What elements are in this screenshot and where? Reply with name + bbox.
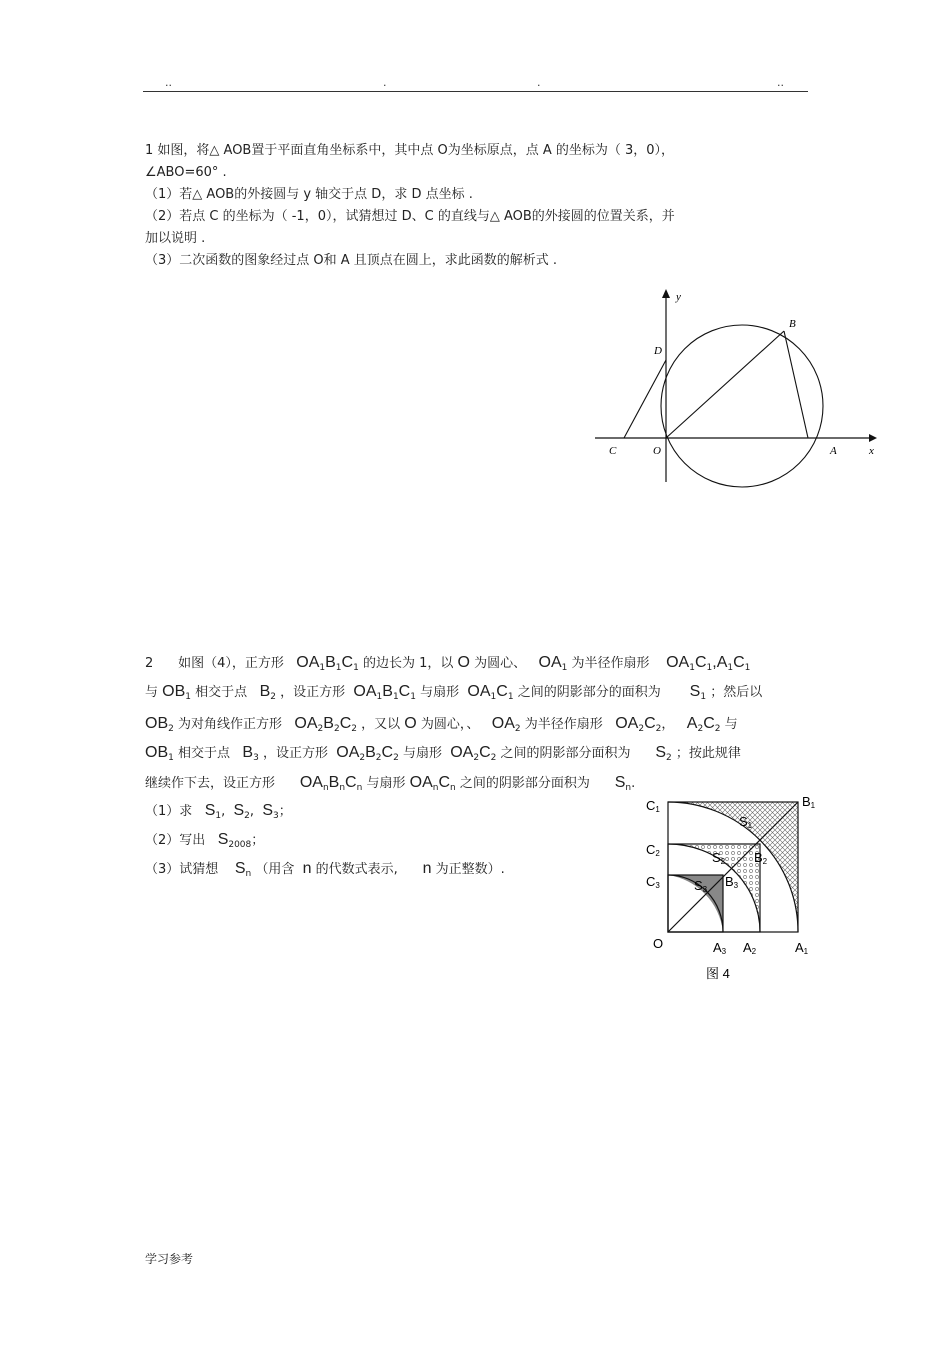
math: OA [296,654,320,671]
math: S [217,831,229,848]
sub: 2 [393,753,399,763]
sub: 1 [185,692,192,702]
math: O [404,715,417,732]
text: 为圆心，、 [420,717,480,732]
text: 相交于点 [178,746,231,761]
text: 与扇形 [420,685,460,700]
math: S [204,802,216,819]
math: OA [491,715,515,732]
math: C [694,654,707,671]
sub: 1 [700,692,707,702]
label-A2: A2 [743,940,757,956]
text: 为对角线作正方形 [178,717,283,732]
text: , [221,804,226,819]
text: . [631,776,636,791]
sub: n [245,869,252,879]
problem-1-line-4: （2）若点 C 的坐标为（ -1，0），试猜想过 D、C 的直线与△ AOB的外接圆的位置关系，并 [145,209,675,224]
label-B: B [789,318,796,330]
text: 的代数式表示, [315,862,398,877]
problem-1-line-3: （1）若△ AOB的外接圆与 y 轴交于点 D，求 D 点坐标 . [145,187,473,202]
math: n [302,860,312,877]
math: C [703,715,715,732]
sub: 1 [376,692,383,702]
text: 与 [724,717,738,732]
text: 的边长为 1，以 [362,656,454,671]
math: OA [409,774,433,791]
header-mark-3: . [537,76,541,89]
math: S [234,860,246,877]
math: OA [294,715,318,732]
problem-2-line-4 [145,742,741,763]
problem-2-question-1 [145,800,292,821]
text: ； [251,833,265,848]
sub: n [432,783,439,793]
math: C [733,654,745,671]
text: 之间的阴影部分的面积为 [517,685,661,700]
math: C [496,683,508,700]
sub: n [339,783,346,793]
math: C [341,654,354,671]
sub: 3 [253,753,259,763]
text: ，设正方形 [262,746,328,761]
sub: n [322,783,329,793]
math: C [644,715,656,732]
math: B [365,744,376,761]
circumscribed-circle [661,325,823,487]
header-mark-4: .. [777,76,784,89]
sub: 1 [706,663,713,673]
text: ； [278,804,292,819]
problem-1-line-2: ∠ABO=60° . [145,165,227,180]
label-S1: S1 [739,814,753,830]
math: B [382,683,393,700]
label-A: A [830,445,837,457]
sub: 1 [744,663,751,673]
segment-OB [666,331,784,438]
line-CD [624,360,666,438]
sub: 1 [689,663,695,673]
x-axis-arrow [869,434,877,442]
problem-2-line-2 [145,681,762,702]
math: OA [538,654,562,671]
math: C [438,774,451,791]
sub: 3 [272,811,279,821]
sub: n [450,783,456,793]
text: 如图（4），正方形 [178,656,284,671]
y-axis-arrow [662,289,670,298]
text: ；然后以 [710,685,763,700]
sub: 2 [666,753,672,763]
sub: 1 [410,692,416,702]
sub: 2 [375,753,382,763]
text: 与 [145,685,159,700]
sub: 1 [353,663,359,673]
label-C1: C1 [646,798,660,814]
label-O: O [653,936,664,951]
label-B2: B2 [754,850,768,866]
text: 为正整数）. [435,862,505,877]
sub: 1 [490,692,497,702]
text: 继续作下去，设正方形 [145,776,276,791]
sub: 2 [317,724,324,734]
sub: 1 [215,811,222,821]
math: , [712,654,717,671]
math: B [325,654,336,671]
problem-2-line-5 [145,772,635,793]
problem-1-line-1: 1 如图，将△ AOB置于平面直角坐标系中，其中点 O为坐标原点，点 A 的坐标为（ 3，0）， [145,143,675,158]
math: OA [353,683,377,700]
math: C [339,715,352,732]
sub: 1 [319,663,326,673]
label-O: O [653,445,661,457]
math: S [233,802,245,819]
math: OA [615,715,639,732]
math: OA [666,654,690,671]
sub: 2 [514,724,521,734]
sub: 1 [168,753,174,763]
label-A1: A1 [795,940,809,956]
text: 与扇形 [366,776,406,791]
math: OA [467,683,491,700]
text: ，设正方形 [280,685,346,700]
sub: 1 [727,663,734,673]
sub: 2 [351,724,357,734]
math: OB [145,744,169,761]
text: , [249,804,255,819]
sub: n [625,783,632,793]
text: 之间的阴影部分面积为 [459,776,590,791]
label-C2: C2 [646,842,660,858]
sub: 2 [638,724,645,734]
math: B [323,715,334,732]
header-mark-1: .. [165,76,172,89]
math: C [345,774,357,791]
label-B3: B3 [725,874,739,890]
label-y: y [676,291,681,303]
problem-2-question-3 [145,858,505,879]
sub: 2 [714,724,721,734]
sub: 2 [333,724,340,734]
math: OB [145,715,169,732]
text: 之间的阴影部分面积为 [500,746,631,761]
sub: 2 [270,692,276,702]
math: S [655,744,667,761]
math: A [716,654,728,671]
label-B1: B1 [802,794,816,810]
sub: 2 [697,724,704,734]
math: n [422,860,432,877]
problem-2-number: 2 [145,656,154,671]
diagonal-OB1 [668,802,798,932]
math: S [262,802,273,819]
header-rule [143,91,808,92]
problem-1-line-5: 加以说明 . [145,231,206,246]
math: OA [450,744,474,761]
text: 为半径作扇形 [571,656,650,671]
math: OB [162,683,186,700]
sub: 1 [335,663,342,673]
text: 相交于点 [195,685,248,700]
sub: 2 [168,724,174,734]
math: B [259,683,271,700]
text: 与扇形 [402,746,442,761]
problem-2-line-3 [145,713,738,734]
label-C3: C3 [646,874,660,890]
math: O [457,654,470,671]
figure-4 [640,790,820,990]
text: ，又以 [361,717,401,732]
sub: 2 [473,753,480,763]
sub: 2 [655,724,662,734]
label-D: D [654,345,662,357]
footer-text: 学习参考 [145,1252,194,1266]
text: ， [661,717,675,732]
circle-coordinate-figure [590,282,900,492]
math: OA [336,744,360,761]
problem-1-line-6: （3）二次函数的图象经过点 O和 A 且顶点在圆上，求此函数的解析式 . [145,253,558,268]
sub: 2 [244,811,250,821]
sub: 1 [392,692,399,702]
figure-caption: 图 4 [706,966,730,981]
segment-BA [784,331,808,438]
text: （2）写出 [145,833,206,848]
sub: 1 [561,663,568,673]
label-S2: S2 [712,850,726,866]
sub: 2 [359,753,366,763]
sub: 2 [490,753,497,763]
header-mark-2: . [383,76,387,89]
text: 为半径作扇形 [524,717,603,732]
sub: 2008 [228,840,252,850]
label-A3: A3 [713,940,727,956]
math: OA [299,774,323,791]
text: （用含 [255,862,295,877]
math: C [381,744,394,761]
label-C: C [609,445,617,457]
math: A [686,715,698,732]
label-x: x [869,445,874,457]
problem-2-question-2 [145,829,264,850]
text: （3）试猜想 [145,862,219,877]
problem-2-line-1 [145,652,750,673]
sub: 1 [507,692,514,702]
math: C [398,683,411,700]
text: ；按此规律 [675,746,741,761]
math: S [689,683,701,700]
text: （1）求 [145,804,193,819]
label-S3: S3 [694,878,708,894]
sub: n [356,783,363,793]
math: B [328,774,340,791]
math: C [479,744,491,761]
math: B [242,744,254,761]
text: 为圆心、 [474,656,527,671]
math: S [614,774,626,791]
